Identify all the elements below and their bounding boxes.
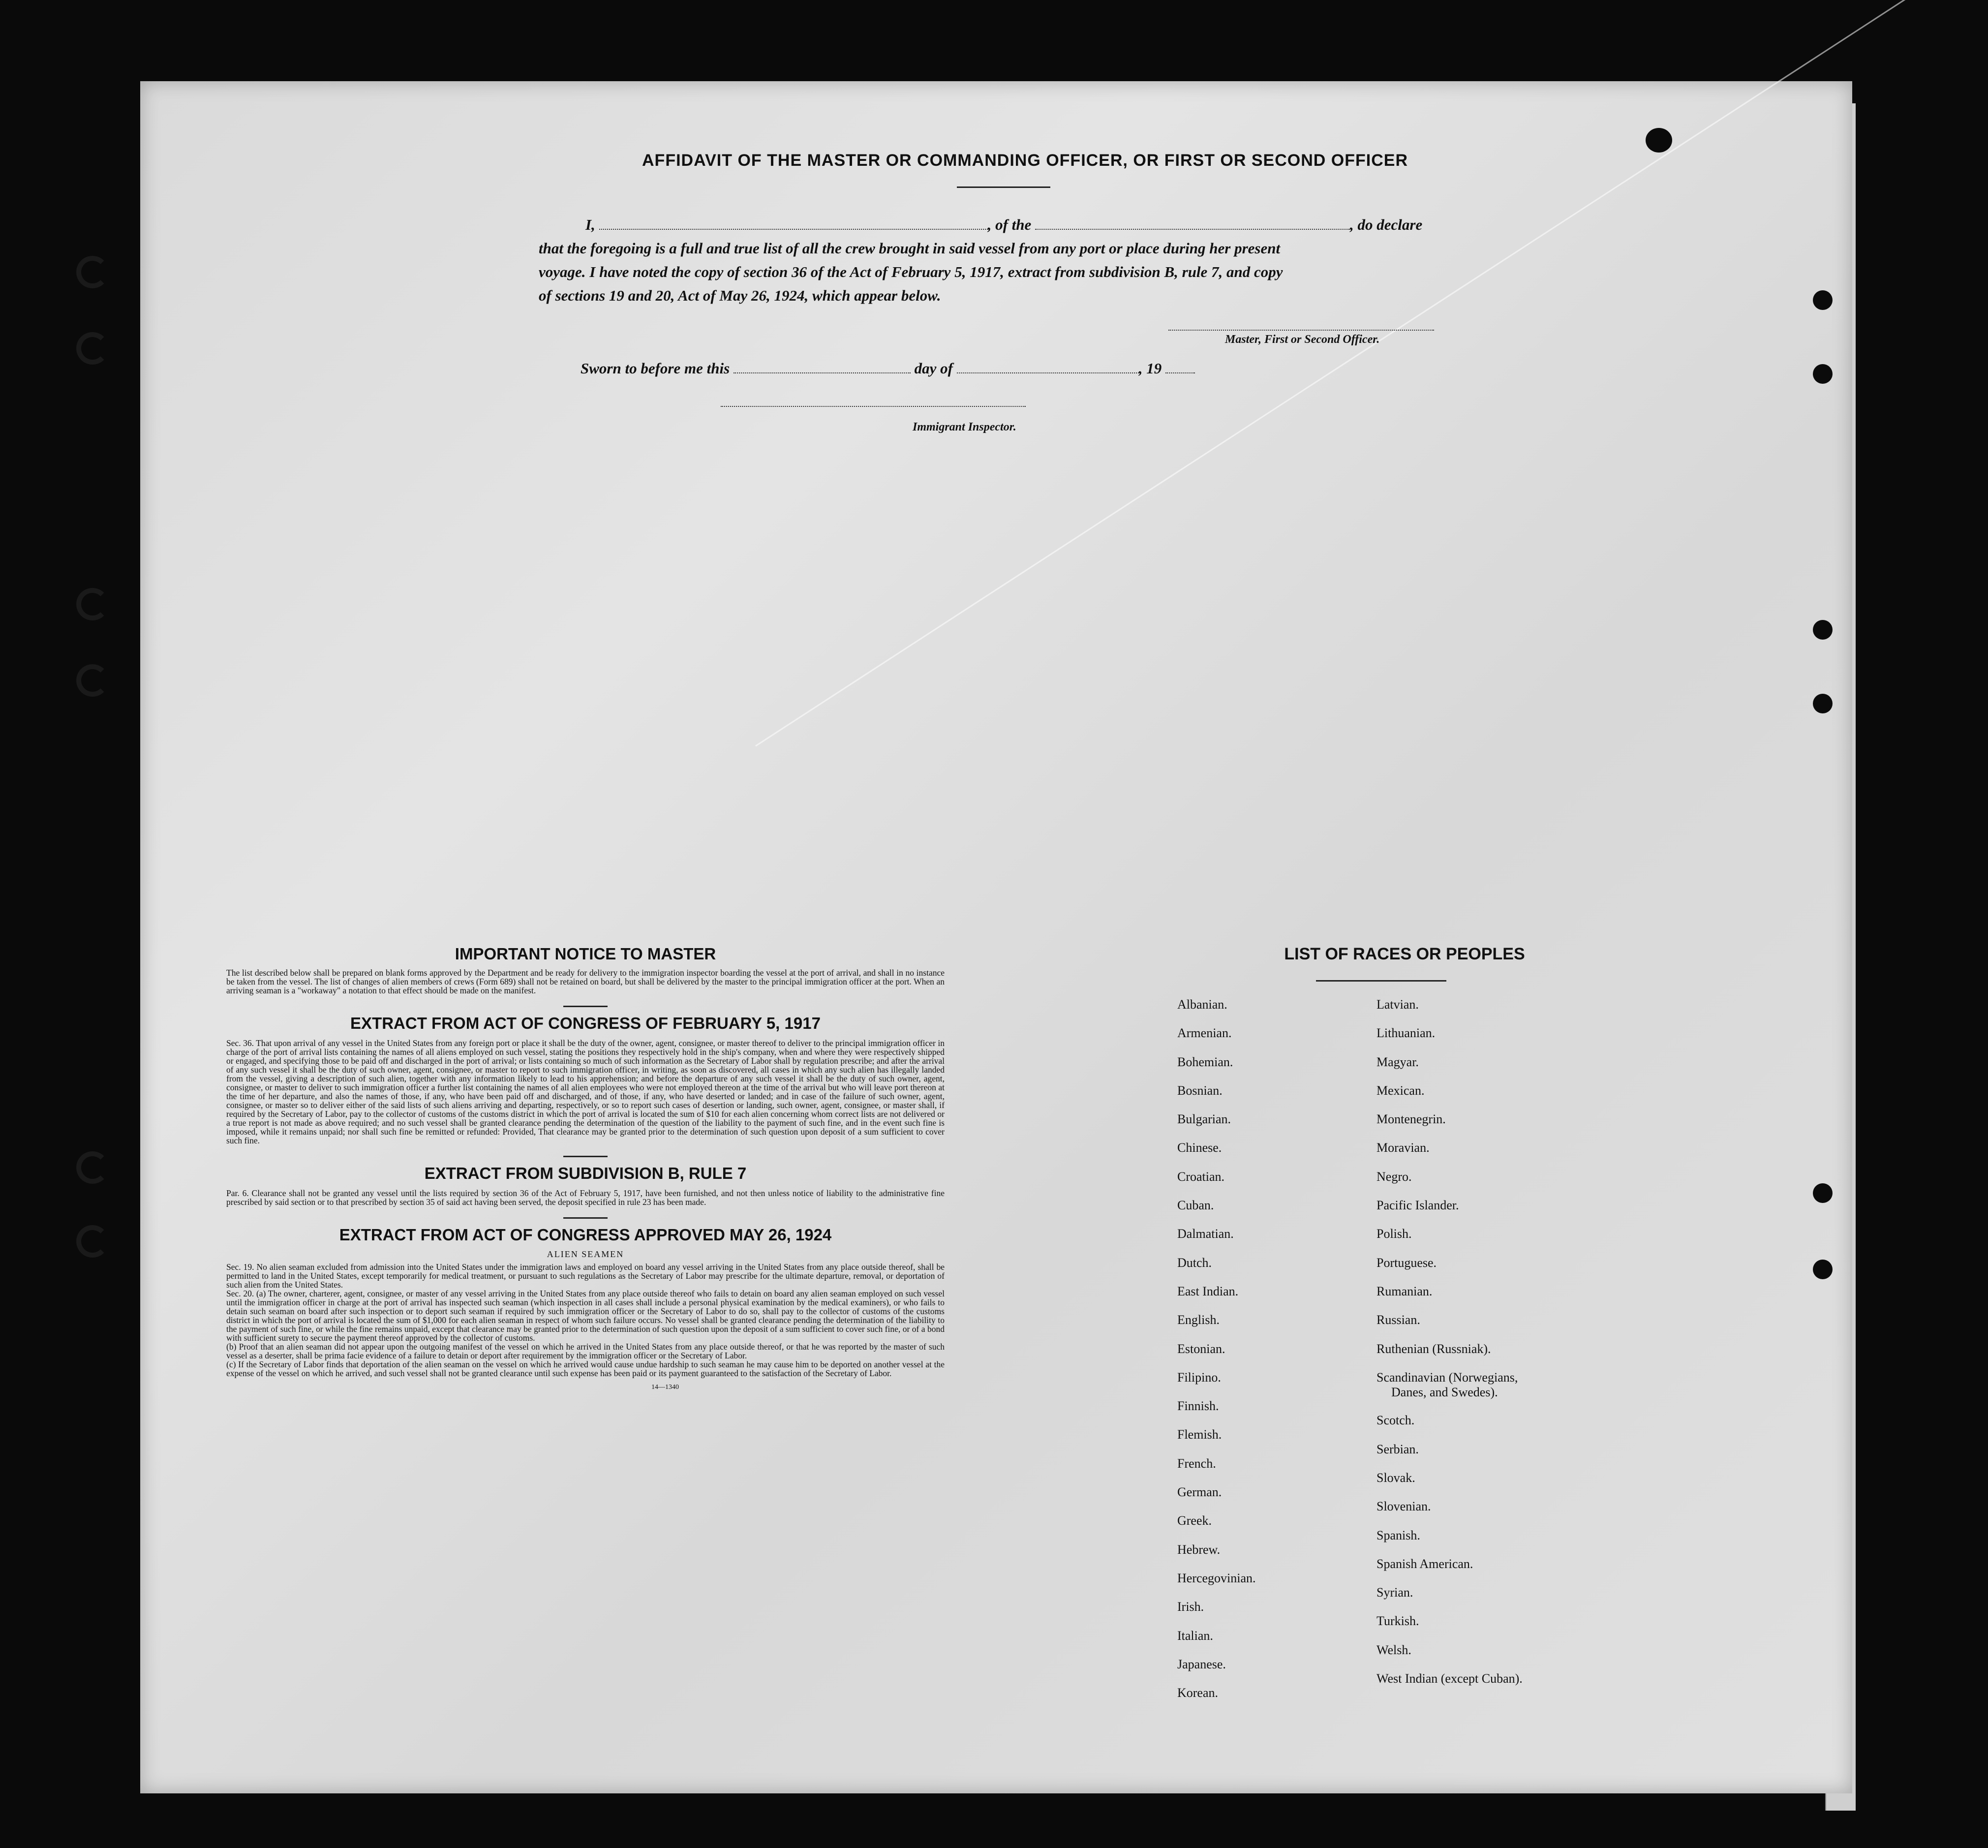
punch-hole bbox=[1646, 128, 1672, 153]
section-rule bbox=[563, 1006, 608, 1007]
race-item: French. bbox=[1177, 1456, 1216, 1471]
sworn-before: Sworn to before me this bbox=[581, 360, 730, 377]
race-item: Bulgarian. bbox=[1177, 1112, 1231, 1127]
vessel-blank[interactable] bbox=[1035, 228, 1350, 230]
race-item: Slovenian. bbox=[1376, 1499, 1431, 1514]
race-item: Bosnian. bbox=[1177, 1083, 1223, 1098]
race-item: Korean. bbox=[1177, 1686, 1219, 1700]
races-left-column bbox=[1177, 990, 1256, 1707]
race-item: Estonian. bbox=[1177, 1341, 1225, 1356]
officer-caption: Master, First or Second Officer. bbox=[1225, 333, 1380, 346]
race-item: Magyar. bbox=[1376, 1054, 1419, 1069]
section-rule bbox=[563, 1156, 608, 1157]
race-item: Armenian. bbox=[1177, 1026, 1232, 1041]
sec19-text: Sec. 19. No alien seaman excluded from admission into the United States under the immigration laws and employed on board any vessel arriving in the United States from any place outside thereof, shall be permitted to land in the United States, except temporarily for medical treatment, or pursuant to such regulations as the Secretary of Labor may prescribe for the ultimate departure, removal, or deportation of such alien from the United States. bbox=[226, 1262, 945, 1290]
race-item: Negro. bbox=[1376, 1169, 1412, 1184]
race-item: Bohemian. bbox=[1177, 1054, 1233, 1069]
punch-hole bbox=[1813, 620, 1833, 640]
inspector-caption: Immigrant Inspector. bbox=[913, 421, 1016, 433]
sworn-line bbox=[581, 357, 1195, 380]
race-item: Portuguese. bbox=[1376, 1255, 1437, 1270]
race-item-line: Danes, and Swedes). bbox=[1391, 1385, 1498, 1399]
binder-ring bbox=[76, 256, 109, 288]
race-item: Japanese. bbox=[1177, 1657, 1226, 1671]
race-item: Slovak. bbox=[1376, 1470, 1415, 1485]
race-item: Latvian. bbox=[1376, 997, 1419, 1012]
officer-signature-line[interactable] bbox=[1168, 329, 1434, 331]
race-item: German. bbox=[1177, 1485, 1222, 1500]
rule-7-text: Par. 6. Clearance shall not be granted any vessel until the lists required by section 36 of the Act of February 5, 1917, have been furnished, and not then unless notice of liability to the administrative fine prescribed by said section or to that prescribed by section 35 of said act having been served, the deposit specified in rule 23 has been made. bbox=[226, 1188, 945, 1207]
sworn-month-blank[interactable] bbox=[957, 372, 1139, 373]
race-item: Greek. bbox=[1177, 1513, 1212, 1528]
race-item: Turkish. bbox=[1376, 1614, 1419, 1629]
race-item: Syrian. bbox=[1376, 1585, 1413, 1600]
affidavit-do-declare: , do declare bbox=[1350, 216, 1423, 233]
binder-ring bbox=[76, 332, 109, 365]
race-item: Hercegovinian. bbox=[1177, 1571, 1256, 1585]
race-item: Cuban. bbox=[1177, 1198, 1214, 1213]
rule-7-title: EXTRACT FROM SUBDIVISION B, RULE 7 bbox=[424, 1164, 747, 1182]
race-item: Pacific Islander. bbox=[1376, 1198, 1459, 1213]
race-item: Croatian. bbox=[1177, 1169, 1225, 1184]
race-item: Filipino. bbox=[1177, 1370, 1221, 1385]
race-item bbox=[1376, 1363, 1523, 1407]
race-item: Ruthenian (Russniak). bbox=[1376, 1341, 1491, 1356]
affidavit-line-1 bbox=[539, 213, 1483, 237]
race-item: Albanian. bbox=[1177, 997, 1227, 1012]
affidavit-i: I, bbox=[585, 216, 595, 233]
notice-title: IMPORTANT NOTICE TO MASTER bbox=[455, 945, 716, 963]
affidavit-line-3: voyage. I have noted the copy of section 36 of the Act of February 5, 1917, extract from subdivision B, rule 7, and copy bbox=[539, 263, 1283, 280]
sec20b-text: (b) Proof that an alien seaman did not appear upon the outgoing manifest of the vessel on which he arrived in the United States from any place outside thereof, or that he was reported by the master of such vessel as a deserter, shall be prima facie evidence of a failure to detain or deport after requirement by the immigration officer or the Secretary of Labor. bbox=[226, 1342, 945, 1360]
punch-hole bbox=[1813, 694, 1833, 713]
notices-column bbox=[226, 945, 945, 1391]
affidavit-title: AFFIDAVIT OF THE MASTER OR COMMANDING OFFICER, OR FIRST OR SECOND OFFICER bbox=[642, 151, 1408, 170]
race-item: Finnish. bbox=[1177, 1399, 1219, 1414]
races-right-column bbox=[1376, 990, 1523, 1693]
race-item: Spanish. bbox=[1376, 1528, 1420, 1542]
punch-hole bbox=[1813, 364, 1833, 384]
name-blank[interactable] bbox=[599, 228, 988, 230]
race-item: Italian. bbox=[1177, 1628, 1213, 1643]
race-item: Welsh. bbox=[1376, 1642, 1411, 1657]
race-item: West Indian (except Cuban). bbox=[1376, 1671, 1523, 1686]
affidavit-line-2: that the foregoing is a full and true list of all the crew brought in said vessel from any port or place during her present bbox=[539, 240, 1281, 257]
punch-hole bbox=[1813, 1260, 1833, 1279]
title-rule bbox=[957, 186, 1050, 188]
punch-hole bbox=[1813, 290, 1833, 310]
binder-ring bbox=[76, 664, 109, 697]
race-item: Irish. bbox=[1177, 1600, 1204, 1614]
sec20c-text: (c) If the Secretary of Labor finds that deportation of the alien seaman on the vessel on which he arrived would cause undue hardship to such seaman he may cause him to be deported on another vessel at the expense of the vessel on which he arrived, and such vessel shall not be granted clearance until such expense has been paid or its payment guaranteed to the satisfaction of the Secretary of Labor. bbox=[226, 1359, 945, 1378]
race-item: Rumanian. bbox=[1376, 1284, 1433, 1298]
notice-text: The list described below shall be prepared on blank forms approved by the Department and be ready for delivery to the immigration inspector boarding the vessel at the port of arrival, and shall in no instance be taken from the vessel. The list of changes of alien members of crews (Form 689) shall not be retained on board, but shall be delivered by the master to the principal immigration officer at the port. When an arriving seaman is a "workaway" a notation to that effect should be made on the manifest. bbox=[226, 968, 945, 995]
race-item: East Indian. bbox=[1177, 1284, 1239, 1298]
race-item: Polish. bbox=[1376, 1227, 1412, 1241]
sworn-year-blank[interactable] bbox=[1165, 372, 1195, 373]
race-item: Dalmatian. bbox=[1177, 1227, 1234, 1241]
race-item: Serbian. bbox=[1376, 1442, 1419, 1456]
race-item: Russian. bbox=[1376, 1313, 1420, 1327]
binder-ring bbox=[76, 1151, 109, 1184]
punch-hole bbox=[1813, 1183, 1833, 1203]
race-item: Moravian. bbox=[1376, 1140, 1430, 1155]
races-title: LIST OF RACES OR PEOPLES bbox=[1284, 945, 1525, 963]
race-item: Chinese. bbox=[1177, 1140, 1222, 1155]
race-item: English. bbox=[1177, 1313, 1220, 1327]
affidavit-line-4: of sections 19 and 20, Act of May 26, 1924, which appear below. bbox=[539, 287, 941, 304]
sworn-day-blank[interactable] bbox=[734, 372, 911, 373]
race-item-line: Scandinavian (Norwegians, bbox=[1376, 1370, 1518, 1385]
race-item: Mexican. bbox=[1376, 1083, 1425, 1098]
extract-1924-title: EXTRACT FROM ACT OF CONGRESS APPROVED MAY 26, 1924 bbox=[339, 1226, 832, 1244]
form-number: 14—1340 bbox=[651, 1384, 679, 1391]
race-item: Dutch. bbox=[1177, 1255, 1212, 1270]
race-item: Montenegrin. bbox=[1376, 1112, 1446, 1127]
sworn-day-of: day of bbox=[914, 360, 953, 377]
alien-seamen-subtitle: ALIEN SEAMEN bbox=[547, 1249, 624, 1259]
race-item: Scotch. bbox=[1376, 1413, 1415, 1428]
inspector-signature-line[interactable] bbox=[721, 405, 1026, 407]
races-rule bbox=[1316, 980, 1446, 982]
race-item: Hebrew. bbox=[1177, 1542, 1221, 1557]
sworn-year: , 19 bbox=[1138, 360, 1162, 377]
binder-ring bbox=[76, 1225, 109, 1258]
sec20a-text: Sec. 20. (a) The owner, charterer, agent, consignee, or master of any vessel arriving in the United States from any place outside thereof who fails to detain on board any alien seaman employed on such vessel until the immigration officer in charge at the port of arrival has inspected such seaman (which inspection in all cases shall include a personal physical examination by the medical examiners), or who fails to detain such seaman on board after such inspection or to deport such seaman if required by such immigration officer or the Secretary of Labor to do so, shall pay to the collector of customs of the customs district in which the port of arrival is located the sum of $1,000 for each alien seaman in respect of whom such failure occurs. No vessel shall be granted clearance pending the determination of the liability to the payment of such fine, or while the fine remains unpaid, except that clearance may be granted prior to the determination of such question upon the deposit of a sum sufficient to cover such fine, or of a bond with sufficient surety to secure the payment thereof approved by the collector of customs. bbox=[226, 1289, 945, 1343]
document-page bbox=[140, 81, 1852, 1793]
binder-ring bbox=[76, 588, 109, 620]
affidavit-body bbox=[539, 213, 1483, 308]
section-rule bbox=[563, 1217, 608, 1219]
race-item: Lithuanian. bbox=[1376, 1026, 1436, 1041]
extract-1917-text: Sec. 36. That upon arrival of any vessel in the United States from any foreign port or place it shall be the duty of the owner, agent, consignee, or master thereof to deliver to the principal immigration officer in charge of the port of arrival lists containing the names of all aliens employed on such vessel, stating the positions they respectively hold in the ship's company, when and where they were respectively shipped or engaged, and specifying those to be paid off and discharged in the port of arrival; or lists containing so much of such information as the Secretary of Labor shall by regulation prescribe; and after the arrival of any such vessel it shall be the duty of such owner, agent, consignee, or master to report to such immigration officer, in writing, as soon as discovered, all cases in which any such alien has illegally landed from the vessel, giving a description of such alien, together with any information likely to lead to his apprehension; and before the departure of any such vessel it shall be the duty of such owner, agent, consignee, or master to deliver to such immigration officer a further list containing the names of all alien employees who were not employed thereon at the time of the arrival but who will leave port thereon at the time of her departure, and also the names of those, if any, who have been paid off and discharged, and of those, if any, who have deserted or landed; and in case of the failure of such owner, agent, consignee, or master so to deliver either of the said lists of such aliens arriving and departing, respectively, or so to report such cases of desertion or landing, such owner, agent, consignee, or master shall, if required by the Secretary of Labor, pay to the collector of customs of the customs district in which the port of arrival is located the sum of $10 for each alien concerning whom correct lists are not delivered or a true report is not made as above required; and no such vessel shall be granted clearance pending the determination of the question of the liability to the payment of such fine, and in the event such fine is imposed, while it remains unpaid; nor shall such fine be remitted or refunded: Provided, That clearance may be granted prior to the determination of such question upon deposit of a sum sufficient to cover such fine. bbox=[226, 1038, 945, 1145]
race-item: Flemish. bbox=[1177, 1427, 1222, 1442]
extract-1917-title: EXTRACT FROM ACT OF CONGRESS OF FEBRUARY 5, 1917 bbox=[350, 1014, 821, 1032]
affidavit-of-the: , of the bbox=[987, 216, 1032, 233]
race-item: Spanish American. bbox=[1376, 1556, 1473, 1571]
